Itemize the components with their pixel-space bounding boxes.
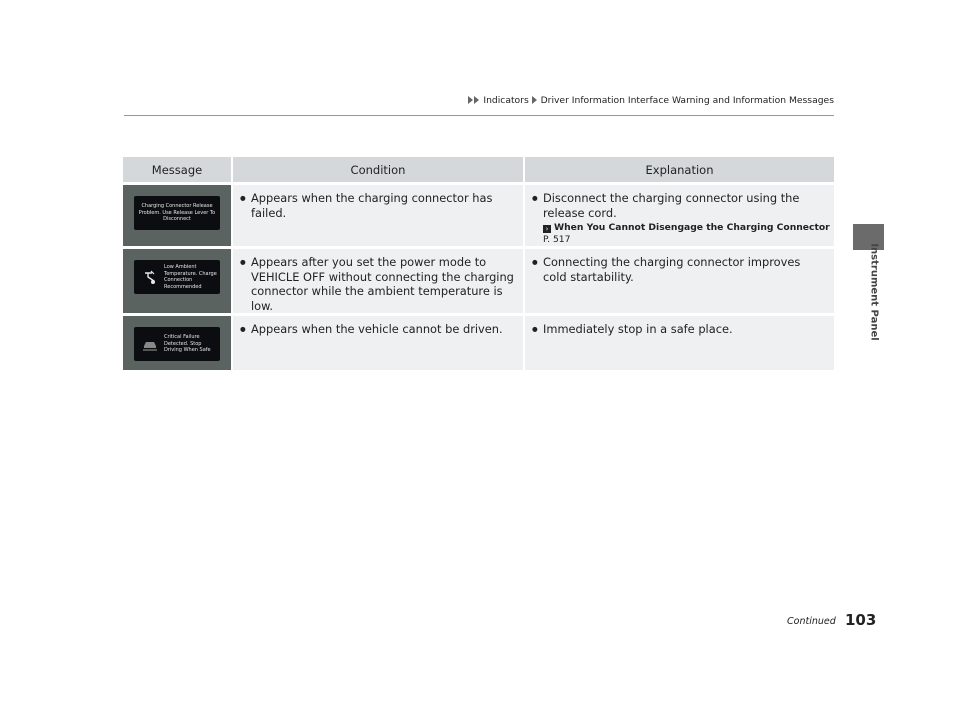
continued-label: Continued (787, 616, 836, 627)
page-number: 103 (845, 611, 877, 629)
display-screen-text: Low Ambient Temperature. Charge Connection Recommended (164, 264, 217, 290)
explanation-text: ● Disconnect the charging connector using the release cord. (525, 185, 834, 220)
explanation-text: ● Immediately stop in a safe place. (525, 316, 834, 337)
message-image-cell (123, 246, 233, 313)
column-header-message: Message (123, 157, 233, 182)
message-image-cell (123, 182, 233, 246)
condition-text: ● Appears when the vehicle cannot be driven. (233, 316, 523, 337)
messages-table (123, 157, 834, 370)
explanation-cell (525, 246, 834, 313)
condition-text: ● Appears after you set the power mode to VEHICLE OFF without connecting the charging connector while the ambient temperature is low. (233, 249, 523, 313)
triangle-right-icon (468, 96, 473, 104)
display-screen-image (134, 260, 220, 294)
display-screen-image (134, 196, 220, 230)
explanation-cell (525, 182, 834, 246)
car-stop-icon (142, 336, 158, 352)
condition-cell (233, 313, 525, 370)
condition-text: ● Appears when the charging connector has failed. (233, 185, 523, 220)
table-row (123, 313, 834, 370)
cross-reference-title: When You Cannot Disengage the Charging Connector (554, 222, 830, 233)
section-side-label: Instrument Panel (868, 243, 880, 341)
cross-reference-link[interactable] (525, 222, 834, 246)
condition-cell (233, 246, 525, 313)
table-row (123, 182, 834, 246)
explanation-text: ● Connecting the charging connector improves cold startability. (525, 249, 834, 284)
explanation-cell (525, 313, 834, 370)
triangle-right-icon (474, 96, 479, 104)
table-row (123, 246, 834, 313)
condition-cell (233, 182, 525, 246)
triangle-right-icon (532, 96, 537, 104)
cross-reference-icon: › (543, 225, 551, 233)
cross-reference-page: P. 517 (543, 234, 571, 245)
message-image-cell (123, 313, 233, 370)
display-screen-text: Critical Failure Detected. Stop Driving When Safe (164, 334, 211, 354)
column-header-condition: Condition (233, 157, 525, 182)
display-screen-image (134, 327, 220, 361)
column-header-explanation: Explanation (525, 157, 834, 182)
header-divider (124, 115, 834, 116)
thermometer-plug-icon (142, 269, 158, 285)
breadcrumb (450, 95, 834, 106)
breadcrumb-page: Driver Information Interface Warning and Information Messages (540, 95, 834, 106)
breadcrumb-section[interactable]: Indicators (483, 95, 529, 106)
display-screen-text: Charging Connector Release Problem. Use Release Lever To Disconnect (138, 203, 216, 223)
table-header-row (123, 157, 834, 182)
